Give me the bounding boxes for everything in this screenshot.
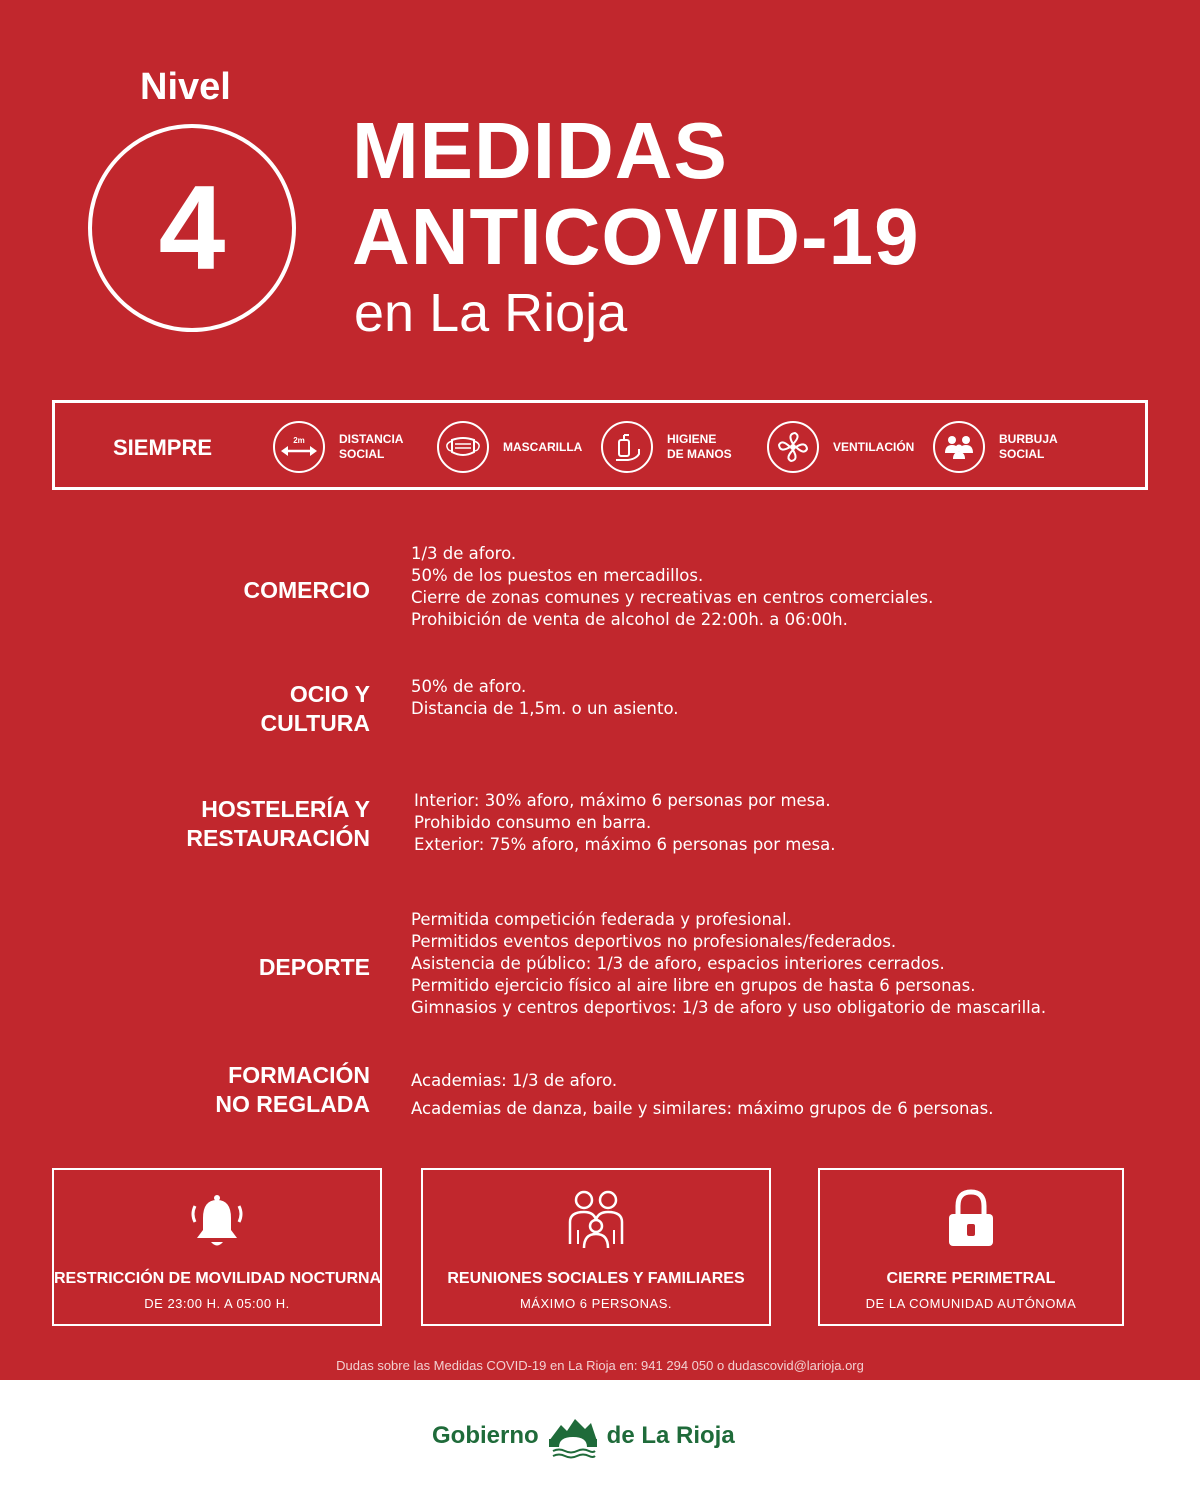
section-line: Cierre de zonas comunes y recreativas en centros comerciales. bbox=[411, 588, 934, 607]
section-line: Prohibido consumo en barra. bbox=[414, 813, 652, 832]
section-line: Academias: 1/3 de aforo. bbox=[411, 1071, 618, 1090]
box-subtitle: DE 23:00 H. A 05:00 H. bbox=[144, 1296, 290, 1311]
distance-2m-icon bbox=[273, 421, 325, 473]
section-line: Exterior: 75% aforo, máximo 6 personas por mesa. bbox=[414, 835, 836, 854]
nivel-label: Nivel bbox=[140, 66, 231, 108]
box-title: CIERRE PERIMETRAL bbox=[886, 1270, 1056, 1287]
siempre-item-distancia bbox=[273, 421, 403, 473]
section-line: Permitido ejercicio físico al aire libre en grupos de hasta 6 personas. bbox=[411, 976, 976, 995]
siempre-item-burbuja bbox=[933, 421, 1058, 473]
section-content-comercio bbox=[411, 543, 933, 631]
box-restriccion-movilidad bbox=[52, 1168, 382, 1326]
siempre-item-mascarilla bbox=[437, 421, 582, 473]
la-rioja-emblem-icon bbox=[545, 1405, 601, 1468]
section-line: 1/3 de aforo. bbox=[411, 544, 517, 563]
section-line: 50% de aforo. bbox=[411, 677, 527, 696]
siempre-item-label: MASCARILLA bbox=[503, 439, 583, 454]
section-content-hosteleria bbox=[414, 790, 835, 856]
section-label-formacion: FORMACIÓN NO REGLADA bbox=[215, 1062, 370, 1117]
logo-text-left: Gobierno bbox=[432, 1422, 539, 1449]
siempre-item-label: BURBUJA SOCIAL bbox=[999, 432, 1058, 461]
box-cierre-perimetral bbox=[818, 1168, 1124, 1326]
section-line: Permitida competición federada y profesional. bbox=[411, 910, 792, 929]
box-subtitle: MÁXIMO 6 PERSONAS. bbox=[519, 1296, 673, 1311]
nivel-number: 4 bbox=[158, 161, 226, 295]
section-content-formacion bbox=[411, 1067, 993, 1123]
siempre-box bbox=[52, 400, 1148, 490]
page-subtitle: en La Rioja bbox=[354, 283, 628, 343]
contact-info: Dudas sobre las Medidas COVID-19 en La Rioja en: 941 294 050 o dudascovid@larioja.org bbox=[336, 1358, 864, 1373]
siempre-item-higiene bbox=[601, 421, 732, 473]
section-label-deporte: DEPORTE bbox=[258, 954, 370, 980]
section-line: Prohibición de venta de alcohol de 22:00h. a 06:00h. bbox=[411, 610, 848, 629]
fan-ventilation-icon bbox=[767, 421, 819, 473]
siempre-label: SIEMPRE bbox=[113, 435, 213, 460]
mask-icon bbox=[437, 421, 489, 473]
section-line: Academias de danza, baile y similares: máximo grupos de 6 personas. bbox=[411, 1099, 994, 1118]
section-line: Gimnasios y centros deportivos: 1/3 de aforo y uso obligatorio de mascarilla. bbox=[411, 998, 1047, 1017]
gobierno-la-rioja-logo bbox=[432, 1406, 735, 1466]
siempre-item-label: VENTILACIÓN bbox=[833, 439, 915, 454]
section-content-deporte bbox=[411, 909, 1046, 1019]
padlock-icon bbox=[820, 1188, 1122, 1250]
page-title-line2: ANTICOVID-19 bbox=[352, 192, 920, 281]
box-title: REUNIONES SOCIALES Y FAMILIARES bbox=[447, 1270, 745, 1287]
box-reuniones bbox=[421, 1168, 771, 1326]
siempre-item-label: DISTANCIA SOCIAL bbox=[339, 432, 404, 461]
section-line: Permitidos eventos deportivos no profesionales/federados. bbox=[411, 932, 897, 951]
section-line: Asistencia de público: 1/3 de aforo, espacios interiores cerrados. bbox=[411, 954, 945, 973]
family-icon bbox=[423, 1186, 769, 1252]
section-label-hosteleria: HOSTELERÍA Y RESTAURACIÓN bbox=[186, 796, 370, 851]
section-label-comercio: COMERCIO bbox=[243, 577, 370, 603]
logo-text-right: de La Rioja bbox=[606, 1422, 735, 1449]
section-line: 50% de los puestos en mercadillos. bbox=[411, 566, 704, 585]
hand-sanitizer-icon bbox=[601, 421, 653, 473]
siempre-item-label: HIGIENE DE MANOS bbox=[667, 432, 732, 461]
section-line: Distancia de 1,5m. o un asiento. bbox=[411, 699, 679, 718]
siempre-item-ventilacion bbox=[767, 421, 914, 473]
bell-icon bbox=[54, 1192, 380, 1252]
box-title: RESTRICCIÓN DE MOVILIDAD NOCTURNA bbox=[54, 1270, 382, 1287]
box-subtitle: DE LA COMUNIDAD AUTÓNOMA bbox=[865, 1296, 1077, 1311]
social-bubble-icon bbox=[933, 421, 985, 473]
page-title-line1: MEDIDAS bbox=[352, 106, 728, 195]
section-content-ocio bbox=[411, 676, 679, 720]
section-line: Interior: 30% aforo, máximo 6 personas por mesa. bbox=[414, 791, 831, 810]
distance-2m-text: 2m bbox=[293, 436, 305, 445]
section-label-ocio: OCIO Y CULTURA bbox=[260, 681, 370, 736]
